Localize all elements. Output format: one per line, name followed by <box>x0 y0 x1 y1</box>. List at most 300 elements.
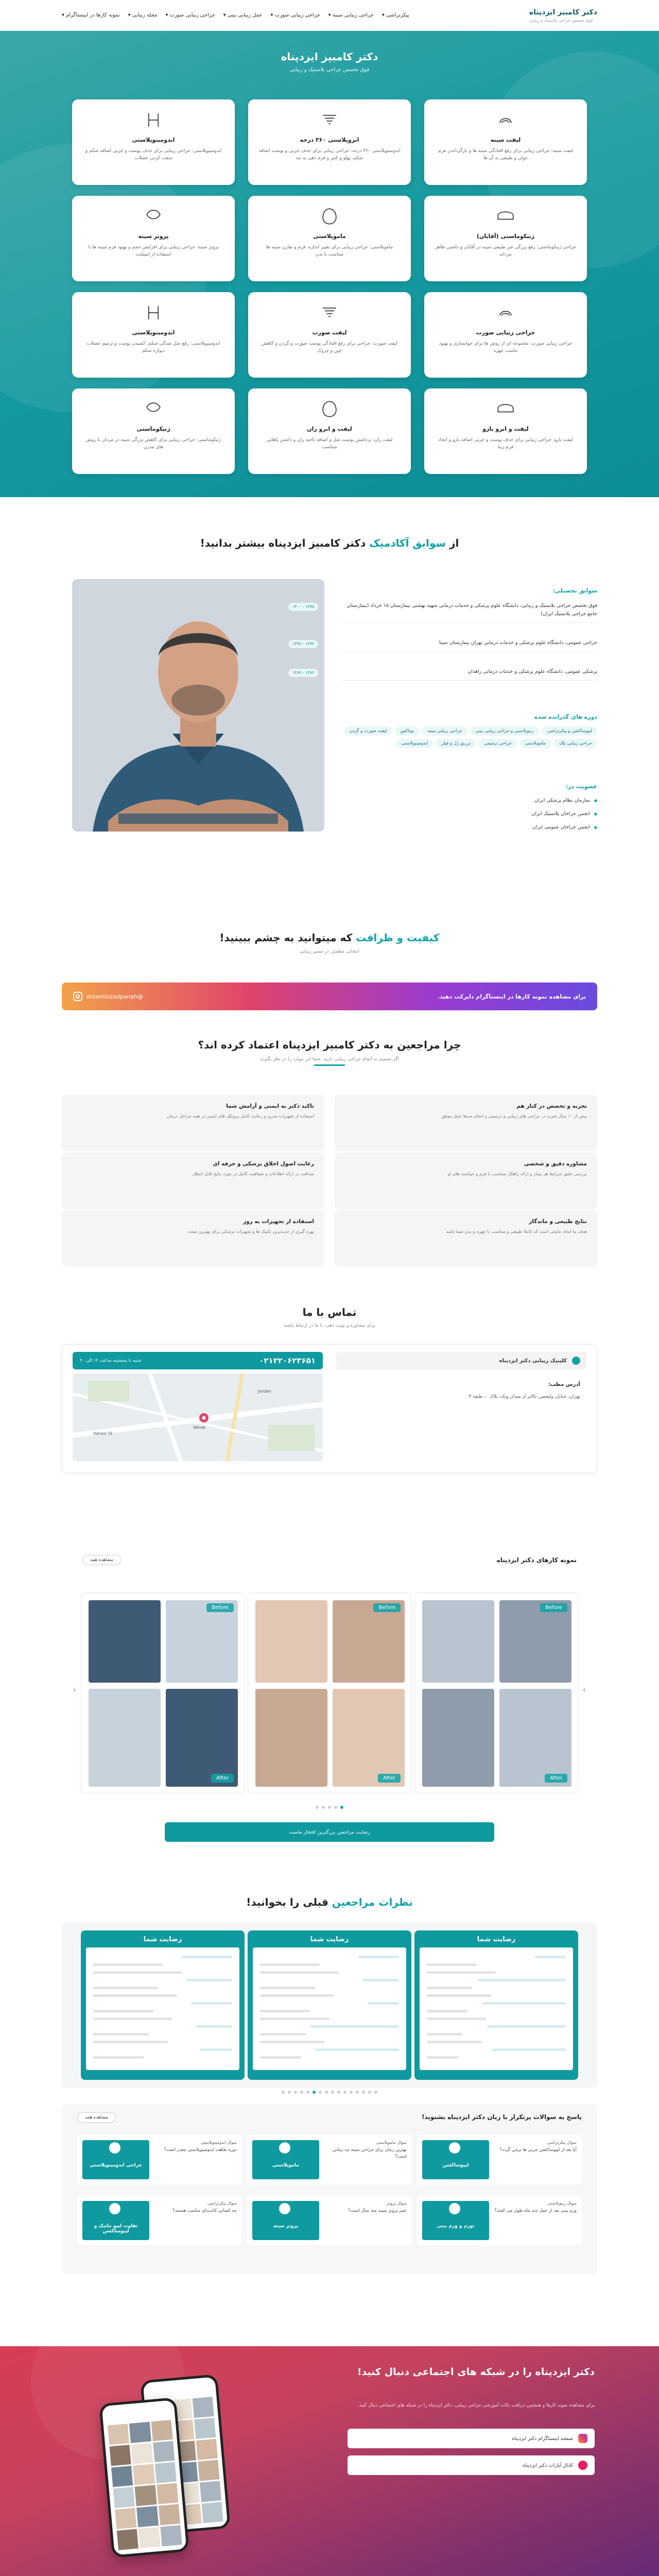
chat-line <box>310 2025 399 2028</box>
chat-line <box>260 2056 301 2059</box>
chat-line <box>200 2048 232 2051</box>
chat-line <box>93 2018 172 2020</box>
faq-text <box>324 2140 407 2160</box>
service-card[interactable] <box>72 99 235 185</box>
service-title: لیفت صورت <box>312 329 347 336</box>
post-thumbnail <box>108 2424 129 2445</box>
course-chip: لیفت صورت و گردن <box>344 726 392 736</box>
course-chip: جراحی ترمیمی <box>479 739 517 748</box>
faq-text <box>154 2201 237 2214</box>
post-thumbnail <box>136 2506 158 2527</box>
trust-subtitle: اگر تصمیم به انجام جراحی زیبایی دارید، حتما این موارد را در نظر بگیرید <box>260 1057 399 1062</box>
service-desc: لیفت بازو: جراحی زیبایی برای حذف پوست و چربی اضافه بازو و ایجاد فرم زیبا <box>438 437 573 450</box>
faq-question: دوره نقاهت ابدومینوپلاستی چقدر است؟ <box>164 2147 237 2153</box>
carousel-dot[interactable] <box>294 2091 297 2094</box>
faq-card[interactable] <box>247 2135 412 2184</box>
doctor-avatar-icon <box>279 2142 290 2154</box>
chat-line <box>93 2010 153 2012</box>
quality-title-highlight: کیفیت و ظرافت <box>356 931 440 944</box>
chat-line <box>315 2048 399 2051</box>
education-text: فوق تخصص جراحی پلاستیک و زیبایی، دانشگاه علوم پزشکی و خدمات درمانی شهید بهشتی بیمارستان ۱۵ خرداد (بیمارستان جامع جراحی پلاستیک ایران) <box>346 603 597 617</box>
trust-card <box>62 1153 324 1209</box>
service-icon <box>318 205 341 228</box>
before-photo <box>255 1600 327 1683</box>
office-label: آدرس مطب: <box>548 1382 580 1387</box>
brand[interactable] <box>529 8 597 23</box>
service-title: لیفت و ابرو بازو <box>482 426 529 432</box>
carousel-dot[interactable] <box>374 2091 377 2094</box>
contact-phone[interactable]: ۰۲۱۲۲۰۶۲۳۶۵۱ <box>259 1356 316 1365</box>
testimonial-card[interactable] <box>81 1930 245 2080</box>
site-header <box>0 0 659 31</box>
gallery-card[interactable] <box>414 1592 578 1793</box>
testimonials-title <box>0 1896 659 1908</box>
phone-mockup <box>99 2397 189 2558</box>
trust-title: نتایج طبیعی و ماندگار <box>529 1218 587 1225</box>
nav-item[interactable]: مجله زیبایی ▾ <box>128 12 158 18</box>
brand-name: دکتر کامبیز ایزدپناه <box>529 8 597 16</box>
post-thumbnail <box>198 2460 219 2481</box>
post-thumbnail <box>160 2525 182 2546</box>
after-tag: After <box>378 1774 401 1783</box>
testimonial-card-title: رضایت شما <box>310 1936 349 1943</box>
clinic-name-bar <box>336 1352 586 1369</box>
service-card[interactable] <box>424 99 587 185</box>
chat-line <box>93 1994 177 1997</box>
service-icon <box>142 109 165 131</box>
chat-line <box>427 1994 491 1997</box>
chat-line <box>93 2033 149 2036</box>
instagram-banner[interactable] <box>62 982 597 1010</box>
instagram-handle: @drkambizadpanah <box>86 993 144 1000</box>
chat-line <box>260 2010 310 2012</box>
trust-title: استفاده از تجهیزات به روز <box>243 1218 314 1225</box>
course-chip: بوتاکس <box>395 726 419 736</box>
location-map[interactable] <box>73 1374 323 1461</box>
nav-item[interactable]: پیکرتراشی ▾ <box>381 12 409 18</box>
chat-line <box>93 1987 158 1989</box>
chat-line <box>427 2010 467 2012</box>
education-item <box>292 602 597 623</box>
carousel-dot[interactable] <box>306 2091 309 2094</box>
chat-line <box>492 2048 566 2051</box>
carousel-dot[interactable] <box>368 2091 371 2094</box>
faq-answer-video[interactable]: پروتز سینه <box>252 2201 319 2240</box>
carousel-dot[interactable] <box>350 2091 353 2094</box>
after-photo <box>166 1600 238 1683</box>
chat-line <box>191 2002 232 2005</box>
carousel-dot[interactable] <box>322 1806 325 1809</box>
chat-line <box>93 1963 163 1966</box>
service-desc: ابدومینوپلاستی ۳۶۰ درجه: جراحی زیبایی برای حذف چربی و پوست اضافه شکم، پهلو و کمر و فرم دهی به تنه <box>258 148 401 161</box>
doctor-avatar-icon <box>449 2203 460 2214</box>
faq-question: ورم بینی بعد از عمل چند ماه طول می کشد؟ <box>494 2208 577 2213</box>
education-text: جراحی عمومی، دانشگاه علوم پزشکی و خدمات درمانی تهران بیمارستان سینا <box>439 640 597 646</box>
chat-screenshot <box>86 1947 239 2070</box>
service-card[interactable] <box>72 196 235 281</box>
chat-line <box>427 1963 477 1966</box>
chat-line <box>93 2056 144 2059</box>
faq-answer-video[interactable]: تفاوت لیپو ماتیک و لیپوساکشن <box>82 2201 149 2240</box>
faq-answer-video[interactable]: جراحی ابدومینوپلاستی <box>82 2140 149 2179</box>
service-icon <box>318 301 341 324</box>
trust-desc: هدف ما ایجاد نتایجی است که کاملا طبیعی و متناسب با چهره و بدن شما باشد <box>446 1229 587 1234</box>
social-section <box>0 2346 659 2576</box>
course-chip: ماموپلاستی <box>520 739 551 748</box>
post-thumbnail <box>131 2443 153 2464</box>
service-title: لیفت و ابرو ران <box>307 426 352 432</box>
carousel-dot[interactable] <box>325 2091 328 2094</box>
membership-item: ● انجمن جراحان پلاستیک ایران <box>532 811 597 817</box>
testimonials-title-highlight: نظرات مراجعین <box>332 1896 413 1908</box>
carousel-dot[interactable] <box>300 2091 303 2094</box>
post-thumbnail <box>138 2527 160 2548</box>
chat-line <box>427 2056 458 2059</box>
chat-line <box>427 2041 482 2043</box>
service-title: ابدومینوپلاستی <box>132 329 175 336</box>
service-icon <box>142 205 165 228</box>
chat-line <box>482 2002 566 2005</box>
trust-title: چرا مراجعین به دکتر کامبیز ایزدپناه اعتماد کرده اند؟ <box>198 1039 461 1051</box>
service-desc: جراحی ژنیکوماستی: رفع بزرگی غیر طبیعی سینه در آقایان و داشتن ظاهر مردانه <box>435 245 577 258</box>
testimonial-card-title: رضایت شما <box>143 1936 182 1943</box>
post-thumbnail <box>157 2483 178 2504</box>
social-title: دکتر ایزدپناه را در شبکه های اجتماعی دنبال کنید! <box>357 2366 595 2378</box>
service-icon <box>318 109 341 131</box>
course-chip: ابدومینوپلاستی <box>396 739 433 748</box>
course-chip: رینوپلاستی و جراحی زیبایی بینی <box>471 726 539 736</box>
education-year: ۱۳۹۷ - ۱۴۰۰ <box>288 603 318 611</box>
trust-card <box>335 1153 597 1209</box>
service-card[interactable] <box>72 388 235 474</box>
faq-question: عمر پروتز سینه چند سال است؟ <box>348 2208 407 2213</box>
about-title-highlight: سوابق آکادمیک <box>369 537 446 549</box>
post-thumbnail <box>115 2508 136 2529</box>
after-photo <box>333 1689 405 1787</box>
chat-line <box>260 2033 306 2036</box>
service-icon <box>494 398 517 420</box>
service-icon <box>494 205 517 228</box>
nav-item[interactable]: جراحی زیبایی صورت ▾ <box>165 12 215 18</box>
post-thumbnail <box>133 2464 154 2485</box>
post-thumbnail <box>154 2462 176 2483</box>
education-year: ۱۳۸۲ - ۱۳۸۹ <box>288 669 318 677</box>
faq-category: سوال ماموپلاستی <box>376 2140 407 2145</box>
trust-card <box>62 1095 324 1151</box>
instagram-banner-text: برای مشاهده نمونه کارها در اینستاگرام دایرکت دهید. <box>437 993 586 1000</box>
course-chip: جراحی زیبایی پلک <box>554 739 597 748</box>
gallery-card[interactable] <box>81 1592 245 1793</box>
carousel-dot[interactable] <box>282 2091 285 2094</box>
chat-screenshot <box>420 1947 573 2070</box>
service-desc: ابدومینوپلاستی: جراحی زیبایی برای حذف پوست و چربی اضافه شکم و سفت کردن عضلات <box>85 148 222 161</box>
carousel-dot[interactable] <box>288 2091 291 2094</box>
service-title: ماموپلاستی <box>313 233 346 240</box>
chat-line <box>260 1963 320 1966</box>
carousel-dot[interactable] <box>331 2091 334 2094</box>
hero-title: دکتر کامبیز ایزدپناه <box>281 50 378 63</box>
map-icon <box>73 1374 323 1461</box>
chat-line <box>368 2002 399 2005</box>
carousel-dot[interactable] <box>343 2091 346 2094</box>
course-chip: جراحی زیبایی سینه <box>422 726 467 736</box>
service-icon <box>142 301 165 324</box>
chat-screenshot <box>253 1947 406 2070</box>
location-pin-icon <box>572 1357 580 1365</box>
chat-line <box>260 1994 334 1997</box>
aparat-channel-button[interactable] <box>348 2455 595 2475</box>
contact-title: تماس با ما <box>302 1306 357 1318</box>
service-card[interactable] <box>424 292 587 378</box>
courses-list <box>340 726 597 748</box>
service-card[interactable] <box>424 196 587 281</box>
gallery-title: نمونه کارهای دکتر ایزدپناه <box>496 1556 577 1564</box>
faq-text <box>494 2140 577 2154</box>
trust-desc: بررسی دقیق شرایط هر بیمار و ارائه راهکار متناسب با فرم و خواسته های او <box>447 1172 587 1177</box>
instagram-icon <box>578 2434 587 2443</box>
post-thumbnail <box>196 2439 217 2460</box>
about-title-suffix: دکتر کامبیز ایزدپناه بیشتر بدانید! <box>200 537 366 549</box>
post-thumbnail <box>201 2502 223 2523</box>
education-label: سوابق تحصیلی: <box>552 587 597 594</box>
chat-line <box>196 2025 232 2028</box>
carousel-dot[interactable] <box>319 2091 322 2094</box>
chat-line <box>535 1956 566 1958</box>
membership-item: ● انجمن جراحان عمومی ایران <box>532 824 597 830</box>
testimonial-card[interactable] <box>414 1930 578 2080</box>
contact-card <box>62 1344 597 1473</box>
chat-line <box>182 1956 232 1958</box>
carousel-dot[interactable] <box>316 1806 319 1809</box>
service-desc: لیفت صورت: جراحی برای رفع افتادگی پوست صورت و گردن و کاهش چین و چروک <box>262 341 397 354</box>
trust-title: تجربه و تخصص در کنار هم <box>516 1103 587 1109</box>
map-label: Vanak <box>193 1425 206 1430</box>
before-tag: Before <box>206 1603 234 1612</box>
trust-title: تاکید دکتر به ایمنی و آرامش شما <box>226 1103 314 1109</box>
faq-answer-video[interactable]: تورم و ورم بینی <box>422 2201 489 2240</box>
service-title: پروتز سینه <box>138 233 169 240</box>
before-tag: Before <box>373 1603 401 1612</box>
membership-label: عضویت در: <box>565 783 597 790</box>
service-card[interactable] <box>72 292 235 378</box>
clinic-name: کلینیک زیبایی دکتر ایزدپناه <box>499 1358 567 1364</box>
contact-hours: شنبه تا پنجشنبه ساعت ۱۲ الی ۲۰ <box>80 1358 142 1363</box>
post-thumbnail <box>113 2487 135 2508</box>
service-card[interactable] <box>248 99 411 185</box>
service-desc: جراحی زیبایی صورت: مجموعه ای از روش ها برای جوانسازی و بهبود تناسب چهره <box>439 341 573 354</box>
instagram-icon <box>73 992 82 1001</box>
quality-title <box>0 931 659 944</box>
before-tag: Before <box>540 1603 567 1612</box>
post-thumbnail <box>111 2466 133 2487</box>
faq-category: سوال پیکرتراشی <box>207 2201 237 2206</box>
testimonial-dots <box>0 2091 659 2094</box>
service-card[interactable] <box>424 388 587 474</box>
testimonial-card-title: رضایت شما <box>477 1936 516 1943</box>
education-item <box>292 639 597 652</box>
post-thumbnail <box>200 2481 221 2502</box>
after-photo <box>499 1600 571 1683</box>
service-desc: لیفت سینه: جراحی زیبایی برای رفع افتادگی سینه ها و بازگرداندن فرم جوان و طبیعی به آن ها <box>438 148 573 161</box>
faq-question: آیا بعد از لیپوساکشن چربی ها برمی گردد؟ <box>499 2147 577 2153</box>
nav-item[interactable]: جراحی زیبایی صورت ▾ <box>270 12 320 18</box>
chat-line <box>93 1971 182 1974</box>
service-title: ژنیکوماستی (آقایان) <box>476 233 535 240</box>
gallery-dots <box>0 1806 659 1809</box>
service-desc: ماموپلاستی: جراحی زیبایی برای تغییر اندازه، فرم و تقارن سینه ها متناسب با بدن <box>266 245 393 258</box>
faq-category: سوال پیکرتراشی <box>547 2140 577 2145</box>
faq-card[interactable] <box>417 2135 582 2184</box>
aparat-icon <box>578 2461 587 2470</box>
post-thumbnail <box>135 2485 157 2506</box>
post-thumbnail <box>109 2445 131 2466</box>
chat-line <box>358 1956 399 1958</box>
after-tag: After <box>545 1774 567 1783</box>
post-thumbnail <box>192 2397 214 2418</box>
title-underline <box>314 1064 345 1066</box>
faq-answer-video[interactable]: لیپوساکشن <box>422 2140 489 2179</box>
after-photo <box>499 1689 571 1787</box>
gallery-more-button[interactable]: مشاهده همه <box>82 1555 121 1565</box>
hero-section <box>0 31 659 497</box>
faq-question: چه کسانی کاندیدای مناسب هستند؟ <box>172 2208 237 2213</box>
chat-line <box>93 2041 168 2043</box>
trust-title: رعایت اصول اخلاق پزشکی و حرفه ای <box>213 1161 314 1167</box>
service-desc: ژنیکوماستی: جراحی زیبایی برای کاهش بزرگی سینه در مردان با روش های مدرن <box>85 437 221 450</box>
chat-line <box>427 1971 496 1974</box>
instagram-page-label: صفحه اینستاگرام دکتر ایزدپناه <box>512 2435 573 2442</box>
service-icon <box>494 109 517 131</box>
service-icon <box>318 398 341 420</box>
service-title: ابدومینوپلاستی <box>132 137 175 143</box>
map-label: Valiasr St <box>93 1431 113 1436</box>
carousel-dot[interactable] <box>313 2091 316 2094</box>
carousel-dot[interactable] <box>356 2091 359 2094</box>
quality-subtitle: انتخابی مطمئن در مسیر زیبایی <box>300 949 359 954</box>
map-label: Jordan <box>258 1389 271 1394</box>
about-title <box>0 537 659 549</box>
trust-card <box>62 1210 324 1267</box>
carousel-prev-icon[interactable]: ‹ <box>73 1685 77 1694</box>
carousel-dot[interactable] <box>340 1806 343 1809</box>
post-thumbnail <box>153 2441 175 2462</box>
nav-item[interactable]: نمونه کارها در اینستاگرام ▾ <box>62 12 120 18</box>
trust-desc: بهره گیری از جدیدترین تکنیک ها و تجهیزات پزشکی برای بهترین نتیجه <box>188 1229 314 1234</box>
faq-card[interactable] <box>77 2196 242 2245</box>
faq-card[interactable] <box>417 2196 582 2245</box>
after-tag: After <box>211 1774 234 1783</box>
service-card[interactable] <box>248 292 411 378</box>
main-nav <box>62 12 409 18</box>
faq-category: سوال رینوپلاستی <box>547 2201 577 2206</box>
carousel-dot[interactable] <box>328 1806 331 1809</box>
trust-desc: بیش از ۱۰ سال تجربه در جراحی های زیبایی و ترمیمی و انجام صدها عمل موفق <box>441 1114 587 1119</box>
faq-card[interactable] <box>77 2135 242 2184</box>
faq-card[interactable] <box>247 2196 412 2245</box>
chat-line <box>427 2033 463 2036</box>
education-text: پزشکی عمومی، دانشگاه علوم پزشکی و خدمات درمانی زاهدان <box>467 669 597 674</box>
gallery-note: رضایت مراجعین بزرگترین افتخار ماست <box>165 1822 494 1842</box>
doctor-avatar-icon <box>449 2142 460 2154</box>
service-card[interactable] <box>248 388 411 474</box>
contact-phone-bar[interactable] <box>73 1352 323 1369</box>
faq-title: پاسخ به سوالات پرتکرار با زبان دکتر ایزدپناه بشنوید! <box>422 2113 582 2121</box>
carousel-next-icon[interactable]: › <box>582 1685 586 1694</box>
instagram-banner-handle-wrap <box>73 992 143 1001</box>
after-photo <box>166 1689 238 1787</box>
service-desc: ابدومینوپلاستی: رفع شل شدگی شکم، کشیدن پوست و ترمیم عضلات دیواره شکم <box>86 341 220 354</box>
chat-line <box>260 2041 325 2043</box>
post-thumbnail <box>117 2529 138 2550</box>
membership-item: ● سازمان نظام پزشکی ایران <box>534 798 597 803</box>
faq-question: بهترین زمان برای جراحی سینه چه زمانی است؟ <box>332 2147 407 2159</box>
before-photo <box>89 1689 161 1787</box>
chat-line <box>487 2025 566 2028</box>
carousel-dot[interactable] <box>337 2091 340 2094</box>
testimonial-card[interactable] <box>248 1930 411 2080</box>
carousel-dot[interactable] <box>334 1806 337 1809</box>
service-card[interactable] <box>248 196 411 281</box>
faq-text <box>154 2140 237 2154</box>
faq-more-button[interactable]: مشاهده همه <box>77 2112 116 2123</box>
course-chip: لیپوساکشن و پیکرتراشی <box>542 726 597 736</box>
service-title: ژنیکوماستی <box>136 426 170 432</box>
nav-item[interactable]: عمل زیبایی بینی ▾ <box>223 12 263 18</box>
trust-desc: استفاده از تجهیزات مدرن و رعایت کامل پروتکل های ایمنی در همه مراحل درمان <box>167 1114 314 1119</box>
faq-answer-video[interactable]: ماموپلاستی <box>252 2140 319 2179</box>
nav-item[interactable]: جراحی زیبایی سینه ▾ <box>328 12 374 18</box>
carousel-dot[interactable] <box>362 2091 365 2094</box>
after-photo <box>333 1600 405 1683</box>
about-title-prefix: از <box>449 537 459 549</box>
faq-text <box>324 2201 407 2214</box>
before-photo <box>89 1600 161 1683</box>
post-thumbnail <box>194 2418 216 2439</box>
chat-line <box>427 1987 472 1989</box>
doctor-photo <box>72 579 324 832</box>
trust-desc: صداقت در ارائه اطلاعات و شفافیت کامل در مورد نتایج قابل انتظار <box>192 1172 314 1177</box>
service-desc: پروتز سینه: جراحی زیبایی برای افزایش حجم و بهبود فرم سینه ها با استفاده از ایمپلنت <box>88 245 219 258</box>
testimonials-title-rest: قبلی را بخوانید! <box>246 1896 328 1908</box>
service-title: لیفت سینه <box>490 137 521 143</box>
chat-line <box>186 1979 232 1981</box>
post-thumbnail <box>159 2504 180 2525</box>
course-chip: تزریق ژل و فیلر <box>436 739 476 748</box>
trust-card <box>335 1095 597 1151</box>
office-address: تهران، خیابان ولیعصر، بالاتر از میدان ونک، پلاک ۰، طبقه ۳ <box>469 1394 580 1399</box>
chat-line <box>478 1979 566 1981</box>
education-year: ۱۳۹۲ - ۱۳۹۶ <box>288 640 318 648</box>
faq-section <box>62 2104 597 2274</box>
aparat-channel-label: کانال آپارات دکتر ایزدپناه <box>522 2462 573 2468</box>
instagram-page-button[interactable] <box>348 2429 595 2448</box>
doctor-avatar-icon <box>109 2203 120 2214</box>
courses-label: دوره های گذرانده شده <box>534 714 597 720</box>
contact-subtitle: برای مشاوره و نوبت دهی، با ما در ارتباط باشید <box>283 1323 376 1328</box>
trust-card <box>335 1210 597 1267</box>
hero-subtitle: فوق تخصص جراحی پلاستیک و زیبایی <box>289 67 370 73</box>
before-photo <box>422 1600 494 1683</box>
chat-line <box>260 1987 315 1989</box>
gallery-card[interactable] <box>248 1592 411 1793</box>
service-title: ابروپلاستی ۳۶۰ درجه <box>300 137 359 143</box>
before-photo <box>422 1689 494 1787</box>
social-subtitle: برای مشاهده نمونه کارها و همچنین دریافت نکات آموزشی جراحی زیبایی، دکتر ایزدپناه را در شبکه های اجتماعی دنبال کنید. <box>357 2403 595 2408</box>
doctor-portrait-icon <box>72 579 324 832</box>
doctor-avatar-icon <box>279 2203 290 2214</box>
chat-line <box>260 2018 330 2020</box>
education-item <box>292 668 597 681</box>
